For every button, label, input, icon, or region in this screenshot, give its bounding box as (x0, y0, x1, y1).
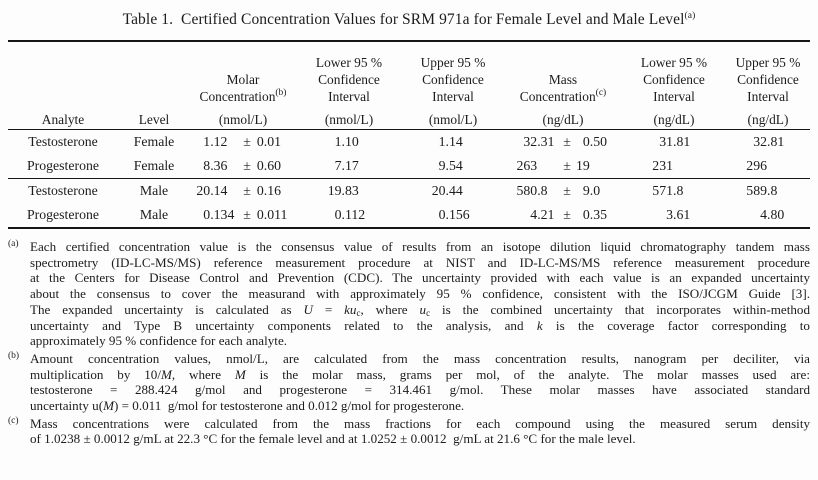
column-header-unit: Level (138, 112, 170, 127)
column-header-line: Upper 95 % (735, 55, 801, 70)
cell-mass (504, 130, 622, 154)
column-header-unit: (ng/dL) (542, 112, 584, 127)
footnote-ref-a: (a) (684, 11, 696, 21)
number-fraction-part: .0 (589, 183, 601, 198)
number-integer-part: 9 (438, 158, 446, 173)
column-header-label (190, 54, 296, 105)
number-fraction-part: .60 (263, 158, 282, 173)
column-header-line: Mass (548, 72, 578, 87)
number-integer-part: 0 (256, 207, 264, 222)
column-header-line: Confidence (643, 72, 705, 87)
number-fraction-part: .81 (767, 134, 785, 149)
number-fraction-part: .61 (673, 207, 691, 222)
cell-level: Female (133, 158, 175, 173)
column-header-line: Lower 95 % (315, 55, 383, 70)
table-title (0, 9, 818, 31)
column-header-line: Interval (747, 89, 789, 104)
number-fraction-part: .80 (767, 207, 785, 222)
column-header-unit: (ng/dL) (747, 112, 789, 127)
column-header-line: Concentration$^{(b)}$ (199, 88, 287, 104)
number-fraction-part: .156 (445, 207, 470, 222)
number-integer-part: 580 (516, 183, 538, 198)
number-fraction-part: .10 (341, 134, 359, 149)
number-integer-part: 20 (431, 183, 446, 198)
number-integer-part: 19 (327, 183, 342, 198)
table-row (8, 154, 810, 178)
number-fraction-part: .36 (210, 158, 228, 173)
number-fraction-part: .14 (445, 134, 463, 149)
footnote-marker: (b) (8, 350, 20, 361)
cell-molar (190, 179, 296, 203)
number-fraction-part: .8 (537, 183, 548, 198)
number-integer-part: 231 (652, 158, 673, 173)
cell-upper-ngdl (726, 154, 810, 178)
footnote-line: Mass concentrations were calculated from the mass fractions for each compound using the measured serum density (30, 415, 810, 431)
plus-minus-sign: ± (563, 207, 571, 222)
cell-upper-nmol (402, 179, 504, 203)
column-header (8, 54, 118, 129)
footnote-ref: (c) (595, 88, 607, 98)
table-row (8, 203, 810, 227)
number-integer-part: 0 (256, 183, 264, 198)
number-fraction-part: .14 (210, 183, 228, 198)
number-fraction-part: .12 (210, 134, 228, 149)
number-integer-part: 4 (530, 207, 538, 222)
number-integer-part: 296 (746, 158, 767, 173)
column-header-line: Interval (432, 89, 474, 104)
footnote-line: of 1.0238 ± 0.0012 g/mL at 22.3 °C for the female level and at 1.0252 ± 0.0012 g/mL at 21.6 °C for the male level. (30, 431, 636, 447)
cell-molar (190, 203, 296, 227)
column-header-unit: Analyte (41, 112, 85, 127)
column-header-unit: (ng/dL) (653, 112, 695, 127)
column-header-line: Interval (653, 89, 695, 104)
column-header-line: Upper 95 % (420, 55, 486, 70)
plus-minus-sign: ± (563, 183, 571, 198)
footnote-c (8, 416, 810, 447)
number-integer-part: 0 (582, 207, 590, 222)
footnote-marker: (c) (8, 415, 19, 426)
cell-upper-ngdl (726, 130, 810, 154)
column-header-unit: (nmol/L) (324, 112, 374, 127)
number-integer-part: 1 (334, 134, 342, 149)
number-integer-part: 0 (334, 207, 342, 222)
table-body (0, 130, 818, 229)
column-header (118, 54, 190, 129)
column-header (504, 54, 622, 129)
cell-lower-nmol (296, 203, 402, 227)
column-header-line: Concentration$^{(c)}$ (519, 88, 607, 104)
number-integer-part: 0 (256, 134, 264, 149)
number-integer-part: 32 (523, 134, 538, 149)
column-header-unit: (nmol/L) (428, 112, 478, 127)
column-header (726, 54, 810, 129)
number-fraction-part: .54 (445, 158, 463, 173)
number-fraction-part: .21 (537, 207, 555, 222)
column-header-line: Lower 95 % (640, 55, 708, 70)
footnote-line: Each certified concentration value is the consensus value of results from an isotope dilution liquid chromatography tandem mass (30, 239, 810, 254)
number-fraction-part: .112 (341, 207, 366, 222)
cell-lower-nmol (296, 130, 402, 154)
table-rule-bottom (8, 227, 810, 229)
number-integer-part: 0 (438, 207, 446, 222)
cell-lower-ngdl (622, 130, 726, 154)
cell-analyte: Testosterone (28, 183, 98, 198)
footnote-line: Amount concentration values, nmol/L, are calculated from the mass concentration results, nanogram per deciliter, via (30, 350, 810, 366)
cell-upper-nmol (402, 203, 504, 227)
footnote-line: at the Centers for Disease Control and Prevention (CDC). The uncertainty provided with each value is an expanded uncertainty (30, 270, 810, 286)
cell-lower-ngdl (622, 203, 726, 227)
number-integer-part: 20 (196, 183, 211, 198)
cell-lower-nmol (296, 179, 402, 203)
number-integer-part: 32 (753, 134, 767, 149)
number-integer-part: 19 (575, 158, 590, 173)
cell-molar (190, 154, 296, 178)
plus-minus-sign: ± (243, 134, 251, 149)
cell-upper-nmol (402, 130, 504, 154)
number-integer-part: 7 (334, 158, 342, 173)
number-fraction-part: .134 (210, 207, 235, 222)
number-fraction-part: .17 (341, 158, 359, 173)
number-integer-part: 4 (760, 207, 767, 222)
document-page (0, 9, 818, 480)
footnote-line: The expanded uncertainty is calculated as $U = ku_c$, where $u_c$ is the combined uncertainty that incorporates within-method (30, 301, 810, 318)
number-fraction-part: .44 (445, 183, 463, 198)
table-title-text: Table 1. Certified Concentration Values for SRM 971a for Female Level and Male Level (122, 11, 685, 28)
cell-molar (190, 130, 296, 154)
number-fraction-part: .011 (263, 207, 288, 222)
column-header-label (8, 54, 118, 105)
column-header-label (504, 54, 622, 105)
plus-minus-sign: ± (243, 183, 251, 198)
column-header-label (622, 54, 726, 105)
number-fraction-part: .8 (673, 183, 684, 198)
cell-analyte: Testosterone (28, 134, 98, 149)
number-fraction-part: .81 (673, 134, 691, 149)
number-integer-part: 8 (203, 158, 211, 173)
number-integer-part: 0 (256, 158, 264, 173)
number-integer-part: 3 (666, 207, 673, 222)
column-header-label (726, 54, 810, 105)
number-integer-part: 571 (652, 183, 673, 198)
table-row (8, 179, 810, 203)
footnote-a (8, 239, 810, 349)
plus-minus-sign: ± (563, 134, 571, 149)
column-header-label (296, 54, 402, 105)
number-integer-part: 0 (203, 207, 211, 222)
cell-analyte: Progesterone (26, 158, 100, 173)
column-header-label (402, 54, 504, 105)
table-header (8, 42, 810, 129)
footnote-b (8, 351, 810, 414)
footnote-line: multiplication by 10/M, where M is the molar mass, grams per mol, of the analyte. The molar masses used are: (30, 366, 810, 382)
number-integer-part: 31 (659, 134, 673, 149)
number-fraction-part: .35 (589, 207, 608, 222)
column-header-line: Interval (328, 89, 370, 104)
cell-lower-nmol (296, 154, 402, 178)
column-header-line: Confidence (737, 72, 799, 87)
number-integer-part: 0 (582, 134, 590, 149)
cell-upper-ngdl (726, 203, 810, 227)
cell-level: Female (133, 134, 175, 149)
column-header-line: Molar (226, 72, 260, 87)
number-fraction-part: .01 (263, 134, 282, 149)
cell-level: Male (139, 207, 169, 222)
number-integer-part: 9 (582, 183, 590, 198)
footnote-line: uncertainty and Type B uncertainty components related to the analysis, and k is the coverage factor corresponding to (30, 317, 810, 333)
number-fraction-part: .8 (767, 183, 778, 198)
footnote-line: about the consensus to cover the measurand with approximately 95 % confidence, consistent with the ISO/JCGM Guide [3]. (30, 286, 810, 302)
cell-lower-ngdl (622, 154, 726, 178)
column-header (622, 54, 726, 129)
column-header-line: Confidence (318, 72, 380, 87)
column-header (296, 54, 402, 129)
footnote-line: uncertainty u(M) = 0.011 g/mol for testosterone and 0.012 g/mol for progesterone. (30, 398, 465, 414)
cell-mass (504, 203, 622, 227)
footnote-line: testosterone = 288.424 g/mol and progesterone = 314.461 g/mol. These molar masses have associated standard (30, 382, 810, 398)
number-integer-part: 1 (203, 134, 211, 149)
plus-minus-sign: ± (243, 207, 251, 222)
column-header-unit: (nmol/L) (218, 112, 268, 127)
number-fraction-part: .31 (537, 134, 555, 149)
cell-upper-ngdl (726, 179, 810, 203)
number-fraction-part: .50 (589, 134, 608, 149)
plus-minus-sign: ± (563, 158, 571, 173)
column-header (190, 54, 296, 129)
cell-analyte: Progesterone (26, 207, 100, 222)
footnote-ref: (b) (275, 88, 287, 98)
plus-minus-sign: ± (243, 158, 251, 173)
footnote-marker: (a) (8, 239, 19, 249)
cell-mass (504, 179, 622, 203)
column-header (402, 54, 504, 129)
number-integer-part: 1 (438, 134, 446, 149)
column-header-line: Confidence (422, 72, 484, 87)
cell-level: Male (139, 183, 169, 198)
footnotes (8, 239, 810, 447)
footnote-line: spectrometry (ID-LC-MS/MS) reference measurement procedure at NIST and ID-LC-MS/MS reference measurement procedure (30, 254, 810, 270)
table-row (8, 130, 810, 154)
footnote-line: approximately 95 % confidence for each analyte. (30, 333, 288, 349)
number-integer-part: 263 (516, 158, 538, 173)
cell-mass (504, 154, 622, 178)
number-fraction-part: .83 (341, 183, 359, 198)
number-fraction-part: .16 (263, 183, 282, 198)
number-integer-part: 589 (746, 183, 767, 198)
cell-upper-nmol (402, 154, 504, 178)
cell-lower-ngdl (622, 179, 726, 203)
column-header-label (118, 54, 190, 105)
